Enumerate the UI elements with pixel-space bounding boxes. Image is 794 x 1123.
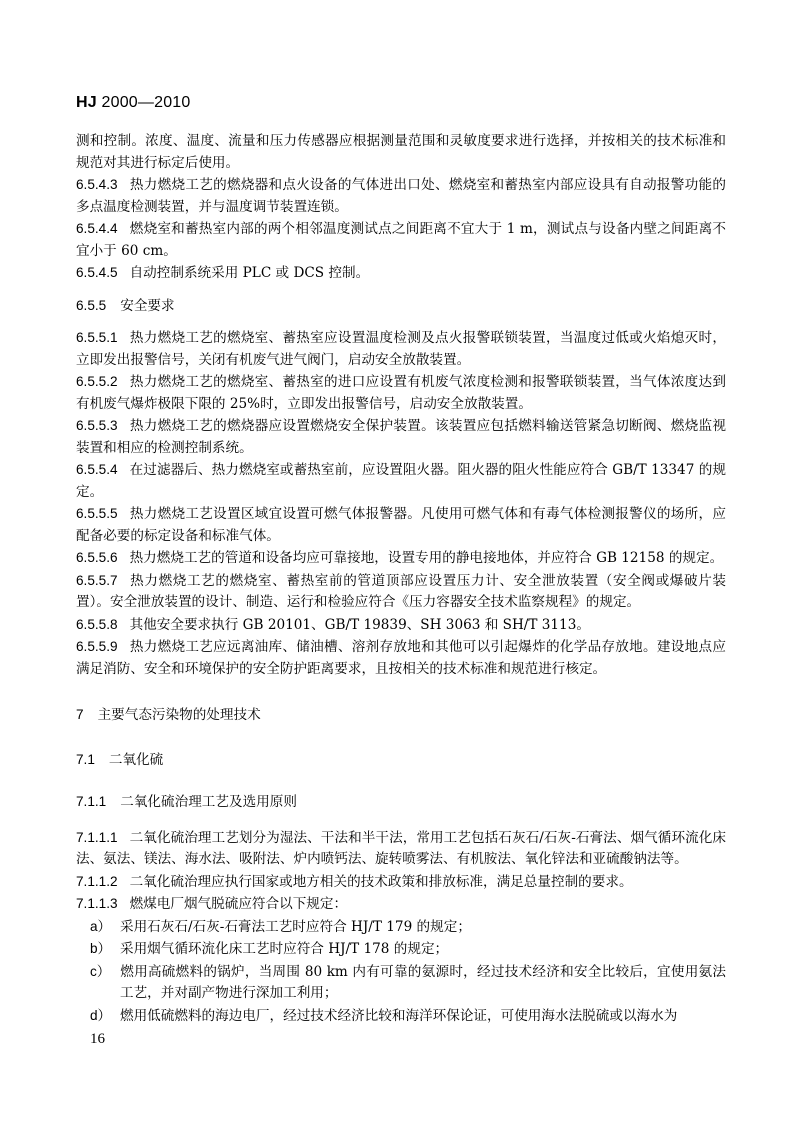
clause-number: 6.5.5.6 — [76, 550, 118, 565]
clause-number: 7.1.1.3 — [76, 896, 118, 911]
list-item — [90, 938, 726, 961]
paragraph — [76, 371, 726, 415]
heading-7-1-1 — [76, 791, 726, 814]
section-6-5-5 — [76, 327, 726, 680]
clause-number: 6.5.5.7 — [76, 572, 118, 588]
paragraph-text: 热力燃烧工艺的燃烧室、蓄热室的进口应设置有机废气浓度检测和报警联锁装置，当气体浓度达到有机废气爆炸极限下限的 25%时，立即发出报警信号，启动安全放散装置。 — [76, 374, 726, 412]
paragraph-text: 自动控制系统采用 PLC 或 DCS 控制。 — [129, 265, 370, 281]
list-item — [90, 1005, 726, 1028]
paragraph — [76, 614, 726, 637]
paragraph — [76, 262, 726, 285]
heading-title: 二氧化硫 — [108, 751, 164, 768]
page-content — [76, 131, 726, 1027]
list-label: c） — [90, 963, 111, 979]
paragraph — [76, 218, 726, 262]
paragraph-text: 热力燃烧工艺的燃烧器和点火设备的气体进出口处、燃烧室和蓄热室内部应设具有自动报警功能的多点温度检测装置，并与温度调节装置连锁。 — [76, 177, 726, 215]
paragraph — [76, 636, 726, 680]
paragraph-text: 热力燃烧工艺设置区域宜设置可燃气体报警器。凡使用可燃气体和有毒气体检测报警仪的场所，应配备必要的标定设备和标准气体。 — [76, 506, 726, 544]
clause-number: 6.5.5.1 — [76, 330, 118, 345]
paragraph — [76, 547, 726, 570]
heading-7-1 — [76, 749, 726, 772]
paragraph-text: 燃煤电厂烟气脱硫应符合以下规定： — [129, 896, 348, 912]
heading-6-5-5 — [76, 295, 726, 318]
paragraph — [76, 327, 726, 371]
list-text: 采用石灰石/石灰-石膏法工艺时应符合 HJ/T 179 的规定； — [120, 918, 471, 935]
list-item — [90, 961, 726, 1005]
paragraph-text: 热力燃烧工艺的燃烧室、蓄热室应设置温度检测及点火报警联锁装置，当温度过低或火焰熄灭时，立即发出报警信号，关闭有机废气进气阀门，启动安全放散装置。 — [76, 330, 726, 368]
document-header — [76, 94, 191, 112]
paragraph-text: 二氧化硫治理应执行国家或地方相关的技术政策和排放标准，满足总量控制的要求。 — [129, 873, 633, 890]
paragraph — [76, 174, 726, 218]
clause-number: 6.5.5.2 — [76, 374, 118, 389]
paragraph — [76, 570, 726, 614]
page-number: 16 — [90, 1031, 105, 1047]
list-label: a） — [90, 918, 112, 934]
list — [76, 916, 726, 1028]
section-7-1-1 — [76, 827, 726, 1028]
section-6-5-4 — [76, 131, 726, 285]
heading-7 — [76, 704, 726, 727]
paragraph — [76, 415, 726, 459]
clause-number: 6.5.5.3 — [76, 418, 118, 433]
clause-number: 6.5.5.8 — [76, 616, 118, 632]
list-text: 燃用低硫燃料的海边电厂，经过技术经济比较和海洋环保论证，可使用海水法脱硫或以海水为 — [120, 1007, 678, 1024]
clause-number: 6.5.4.3 — [76, 177, 118, 192]
paragraph — [76, 893, 726, 916]
clause-number: 7.1.1.1 — [76, 829, 118, 845]
clause-number: 6.5.4.4 — [76, 221, 118, 236]
clause-number: 6.5.5.9 — [76, 639, 118, 654]
paragraph-text: 燃烧室和蓄热室内部的两个相邻温度测试点之间距离不宜大于 1 m，测试点与设备内壁之间距离不宜小于 60 cm。 — [76, 221, 726, 259]
list-text: 采用烟气循环流化床工艺时应符合 HJ/T 178 的规定； — [120, 941, 449, 957]
list-label: d） — [90, 1007, 112, 1023]
heading-title: 安全要求 — [120, 297, 175, 314]
paragraph — [76, 827, 726, 871]
standard-number: 2000—2010 — [101, 94, 191, 111]
standard-code: HJ — [76, 94, 97, 111]
paragraph — [76, 503, 726, 547]
paragraph-text: 其他安全要求执行 GB 20101、GB/T 19839、SH 3063 和 SH/T 3113。 — [129, 616, 590, 633]
clause-number: 7.1.1.2 — [76, 873, 118, 889]
heading-title: 二氧化硫治理工艺及选用原则 — [120, 794, 297, 810]
paragraph-text: 二氧化硫治理工艺划分为湿法、干法和半干法，常用工艺包括石灰石/石灰-石膏法、烟气循环流化床法、氨法、镁法、海水法、吸附法、炉内喷钙法、旋转喷雾法、有机胺法、氧化锌法和亚硫酸钠法等。 — [76, 829, 726, 867]
heading-number: 7.1.1 — [76, 794, 107, 809]
paragraph-text: 热力燃烧工艺的燃烧室、蓄热室前的管道顶部应设置压力计、安全泄放装置（安全阀或爆破片装置）。安全泄放装置的设计、制造、运行和检验应符合《压力容器安全技术监察规程》的规定。 — [76, 572, 726, 610]
clause-number: 6.5.4.5 — [76, 265, 118, 280]
paragraph-text: 热力燃烧工艺的燃烧器应设置燃烧安全保护装置。该装置应包括燃料输送管紧急切断阀、燃烧监视装置和相应的检测控制系统。 — [76, 418, 726, 456]
heading-number: 7.1 — [76, 751, 95, 767]
list-label: b） — [90, 941, 112, 956]
heading-number: 7 — [76, 707, 84, 722]
paragraph — [76, 131, 726, 174]
paragraph — [76, 871, 726, 894]
heading-title: 主要气态污染物的处理技术 — [97, 707, 261, 723]
paragraph-text: 热力燃烧工艺的管道和设备均应可靠接地，设置专用的静电接地体，并应符合 GB 12158 的规定。 — [129, 550, 724, 566]
paragraph-text: 在过滤器后、热力燃烧室或蓄热室前，应设置阻火器。阻火器的阻火性能应符合 GB/T 13347 的规定。 — [76, 462, 726, 500]
clause-number: 6.5.5.5 — [76, 506, 118, 521]
clause-number: 6.5.5.4 — [76, 462, 118, 477]
paragraph-text: 热力燃烧工艺应远离油库、储油槽、溶剂存放地和其他可以引起爆炸的化学品存放地。建设地点应满足消防、安全和环境保护的安全防护距离要求，且按相关的技术标准和规范进行核定。 — [76, 639, 726, 677]
paragraph-text: 测和控制。浓度、温度、流量和压力传感器应根据测量范围和灵敏度要求进行选择，并按相关的技术标准和规范对其进行标定后使用。 — [76, 133, 726, 171]
heading-number: 6.5.5 — [76, 297, 107, 313]
paragraph — [76, 459, 726, 503]
list-text: 燃用高硫燃料的锅炉，当周围 80 km 内有可靠的氨源时，经过技术经济和安全比较后，宜使用氨法工艺，并对副产物进行深加工利用； — [120, 963, 726, 1001]
list-item — [90, 916, 726, 939]
